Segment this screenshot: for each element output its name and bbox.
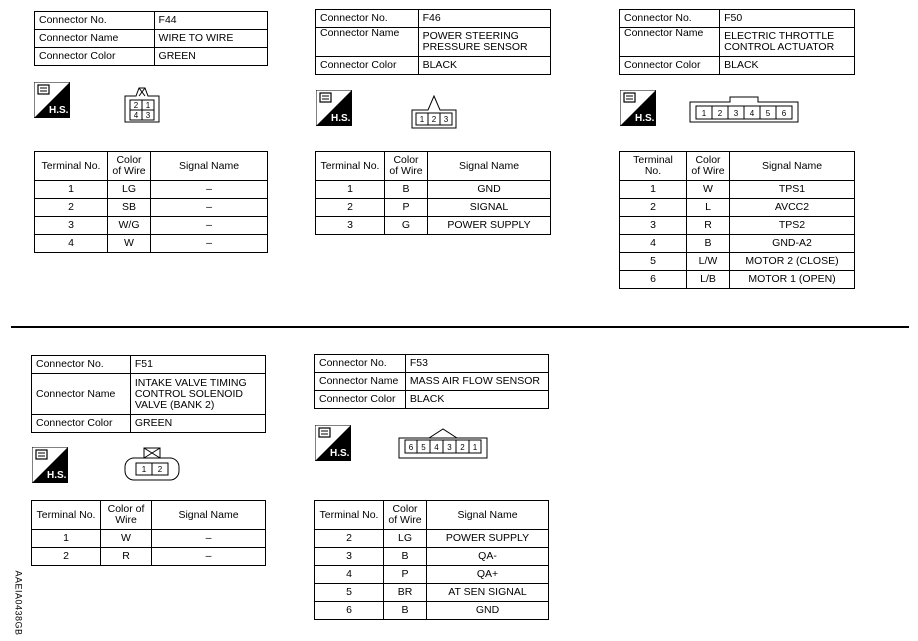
cell: GND bbox=[428, 181, 551, 199]
cell: W bbox=[108, 235, 151, 253]
col-header: Terminal No. bbox=[316, 152, 385, 181]
cell: TPS2 bbox=[730, 217, 855, 235]
connector-info-f51 bbox=[31, 355, 266, 433]
connector-info-f44 bbox=[34, 11, 268, 66]
table-row bbox=[315, 530, 549, 548]
info-label: Connector Name bbox=[315, 373, 406, 391]
connector-diagram-f50 bbox=[688, 94, 800, 126]
svg-text:3: 3 bbox=[145, 111, 151, 120]
connector-info-f46 bbox=[315, 9, 551, 75]
info-value: BLACK bbox=[405, 391, 548, 409]
section-divider bbox=[11, 326, 909, 328]
col-header: Terminal No. bbox=[620, 152, 687, 181]
info-label: Connector Name bbox=[620, 28, 720, 57]
cell: MOTOR 1 (OPEN) bbox=[730, 271, 855, 289]
svg-text:5: 5 bbox=[421, 443, 426, 452]
svg-text:3: 3 bbox=[443, 115, 449, 124]
cell: – bbox=[151, 217, 268, 235]
table-row bbox=[35, 235, 268, 253]
harness-side-icon bbox=[32, 447, 68, 483]
cell: B bbox=[384, 602, 427, 620]
svg-text:4: 4 bbox=[133, 111, 139, 120]
harness-side-icon bbox=[34, 82, 70, 118]
svg-text:H.S.: H.S. bbox=[330, 448, 350, 459]
info-value: GREEN bbox=[154, 48, 267, 66]
svg-text:3: 3 bbox=[447, 443, 452, 452]
cell: SIGNAL bbox=[428, 199, 551, 217]
svg-text:2: 2 bbox=[157, 465, 163, 474]
cell: QA+ bbox=[427, 566, 549, 584]
col-header: Signal Name bbox=[151, 152, 268, 181]
cell: 5 bbox=[620, 253, 687, 271]
info-label: Connector Name bbox=[32, 374, 131, 415]
cell: 4 bbox=[620, 235, 687, 253]
info-value: GREEN bbox=[130, 415, 265, 433]
info-label: Connector Color bbox=[32, 415, 131, 433]
svg-text:H.S.: H.S. bbox=[49, 105, 69, 116]
cell: 5 bbox=[315, 584, 384, 602]
cell: W bbox=[687, 181, 730, 199]
info-value: F53 bbox=[405, 355, 548, 373]
cell: 4 bbox=[35, 235, 108, 253]
info-value: F51 bbox=[130, 356, 265, 374]
table-row bbox=[620, 271, 855, 289]
svg-text:H.S.: H.S. bbox=[331, 113, 351, 124]
cell: – bbox=[151, 181, 268, 199]
info-value: MASS AIR FLOW SENSOR bbox=[405, 373, 548, 391]
svg-text:3: 3 bbox=[733, 109, 739, 118]
cell: – bbox=[151, 199, 268, 217]
cell: – bbox=[152, 530, 266, 548]
cell: 1 bbox=[620, 181, 687, 199]
info-label: Connector Color bbox=[620, 57, 720, 75]
connector-diagram-f44 bbox=[122, 86, 162, 126]
svg-text:2: 2 bbox=[717, 109, 723, 118]
terminal-table-f46 bbox=[315, 151, 551, 235]
document-id: AAEIA0438GB bbox=[13, 570, 24, 636]
terminal-table-f51 bbox=[31, 500, 266, 566]
cell: 2 bbox=[315, 530, 384, 548]
cell: LG bbox=[108, 181, 151, 199]
col-header: Signal Name bbox=[427, 501, 549, 530]
svg-text:1: 1 bbox=[141, 465, 147, 474]
col-header: Signal Name bbox=[152, 501, 266, 530]
cell: R bbox=[101, 548, 152, 566]
connector-diagram-f51 bbox=[122, 446, 182, 484]
svg-text:2: 2 bbox=[133, 101, 139, 110]
info-label: Connector Name bbox=[316, 28, 419, 57]
cell: POWER SUPPLY bbox=[428, 217, 551, 235]
cell: 1 bbox=[35, 181, 108, 199]
table-row bbox=[315, 548, 549, 566]
info-label: Connector Color bbox=[315, 391, 406, 409]
cell: 2 bbox=[316, 199, 385, 217]
cell: LG bbox=[384, 530, 427, 548]
cell: SB bbox=[108, 199, 151, 217]
table-row bbox=[315, 584, 549, 602]
cell: B bbox=[384, 548, 427, 566]
cell: GND-A2 bbox=[730, 235, 855, 253]
table-row bbox=[316, 199, 551, 217]
table-row bbox=[35, 181, 268, 199]
col-header: Terminal No. bbox=[35, 152, 108, 181]
svg-text:H.S.: H.S. bbox=[635, 113, 655, 124]
col-header: Color of Wire bbox=[101, 501, 152, 530]
cell: L/B bbox=[687, 271, 730, 289]
table-row bbox=[620, 235, 855, 253]
cell: AVCC2 bbox=[730, 199, 855, 217]
info-label: Connector No. bbox=[316, 10, 419, 28]
svg-text:2: 2 bbox=[431, 115, 437, 124]
cell: 1 bbox=[32, 530, 101, 548]
cell: TPS1 bbox=[730, 181, 855, 199]
connector-diagram-f53 bbox=[397, 426, 489, 462]
cell: GND bbox=[427, 602, 549, 620]
svg-text:1: 1 bbox=[472, 443, 478, 452]
cell: 1 bbox=[316, 181, 385, 199]
connector-diagram-f46 bbox=[410, 92, 458, 132]
cell: BR bbox=[384, 584, 427, 602]
info-value: ELECTRIC THROTTLE CONTROL ACTUATOR bbox=[720, 28, 855, 57]
svg-text:6: 6 bbox=[408, 443, 414, 452]
info-value: F44 bbox=[154, 12, 267, 30]
svg-text:6: 6 bbox=[781, 109, 787, 118]
cell: 2 bbox=[620, 199, 687, 217]
info-label: Connector No. bbox=[32, 356, 131, 374]
table-row bbox=[316, 181, 551, 199]
cell: QA- bbox=[427, 548, 549, 566]
cell: W/G bbox=[108, 217, 151, 235]
table-row bbox=[620, 199, 855, 217]
table-row bbox=[620, 181, 855, 199]
info-label: Connector No. bbox=[35, 12, 155, 30]
table-row bbox=[32, 530, 266, 548]
terminal-table-f53 bbox=[314, 500, 549, 620]
info-label: Connector No. bbox=[620, 10, 720, 28]
info-value: BLACK bbox=[418, 57, 550, 75]
connector-info-f50 bbox=[619, 9, 855, 75]
info-value: INTAKE VALVE TIMING CONTROL SOLENOID VALVE (BANK 2) bbox=[130, 374, 265, 415]
harness-side-icon bbox=[316, 90, 352, 126]
cell: 3 bbox=[315, 548, 384, 566]
cell: W bbox=[101, 530, 152, 548]
svg-text:H.S.: H.S. bbox=[47, 470, 67, 481]
cell: 4 bbox=[315, 566, 384, 584]
table-row bbox=[35, 199, 268, 217]
cell: 3 bbox=[35, 217, 108, 235]
svg-text:4: 4 bbox=[434, 443, 439, 452]
connector-info-f53 bbox=[314, 354, 549, 409]
cell: R bbox=[687, 217, 730, 235]
table-row bbox=[32, 548, 266, 566]
cell: 3 bbox=[620, 217, 687, 235]
table-row bbox=[35, 217, 268, 235]
info-value: F50 bbox=[720, 10, 855, 28]
cell: 6 bbox=[620, 271, 687, 289]
cell: P bbox=[385, 199, 428, 217]
col-header: Terminal No. bbox=[32, 501, 101, 530]
info-value: POWER STEERING PRESSURE SENSOR bbox=[418, 28, 550, 57]
col-header: Color of Wire bbox=[687, 152, 730, 181]
col-header: Color of Wire bbox=[108, 152, 151, 181]
table-row bbox=[315, 602, 549, 620]
info-value: F46 bbox=[418, 10, 550, 28]
cell: 6 bbox=[315, 602, 384, 620]
table-row bbox=[620, 217, 855, 235]
col-header: Terminal No. bbox=[315, 501, 384, 530]
cell: 2 bbox=[32, 548, 101, 566]
svg-text:1: 1 bbox=[701, 109, 707, 118]
col-header: Color of Wire bbox=[384, 501, 427, 530]
info-value: BLACK bbox=[720, 57, 855, 75]
cell: 2 bbox=[35, 199, 108, 217]
cell: B bbox=[385, 181, 428, 199]
svg-text:5: 5 bbox=[765, 109, 771, 118]
harness-side-icon bbox=[315, 425, 351, 461]
svg-text:2: 2 bbox=[460, 443, 465, 452]
cell: AT SEN SIGNAL bbox=[427, 584, 549, 602]
cell: – bbox=[151, 235, 268, 253]
cell: – bbox=[152, 548, 266, 566]
terminal-table-f50 bbox=[619, 151, 855, 289]
table-row bbox=[316, 217, 551, 235]
svg-text:1: 1 bbox=[145, 101, 151, 110]
col-header: Color of Wire bbox=[385, 152, 428, 181]
harness-side-icon bbox=[620, 90, 656, 126]
info-label: Connector Color bbox=[35, 48, 155, 66]
col-header: Signal Name bbox=[730, 152, 855, 181]
info-value: WIRE TO WIRE bbox=[154, 30, 267, 48]
info-label: Connector Color bbox=[316, 57, 419, 75]
info-label: Connector No. bbox=[315, 355, 406, 373]
cell: P bbox=[384, 566, 427, 584]
cell: L bbox=[687, 199, 730, 217]
info-label: Connector Name bbox=[35, 30, 155, 48]
cell: 3 bbox=[316, 217, 385, 235]
table-row bbox=[620, 253, 855, 271]
table-row bbox=[315, 566, 549, 584]
cell: POWER SUPPLY bbox=[427, 530, 549, 548]
cell: MOTOR 2 (CLOSE) bbox=[730, 253, 855, 271]
cell: L/W bbox=[687, 253, 730, 271]
cell: B bbox=[687, 235, 730, 253]
svg-text:4: 4 bbox=[749, 109, 755, 118]
terminal-table-f44 bbox=[34, 151, 268, 253]
col-header: Signal Name bbox=[428, 152, 551, 181]
svg-text:1: 1 bbox=[419, 115, 425, 124]
cell: G bbox=[385, 217, 428, 235]
